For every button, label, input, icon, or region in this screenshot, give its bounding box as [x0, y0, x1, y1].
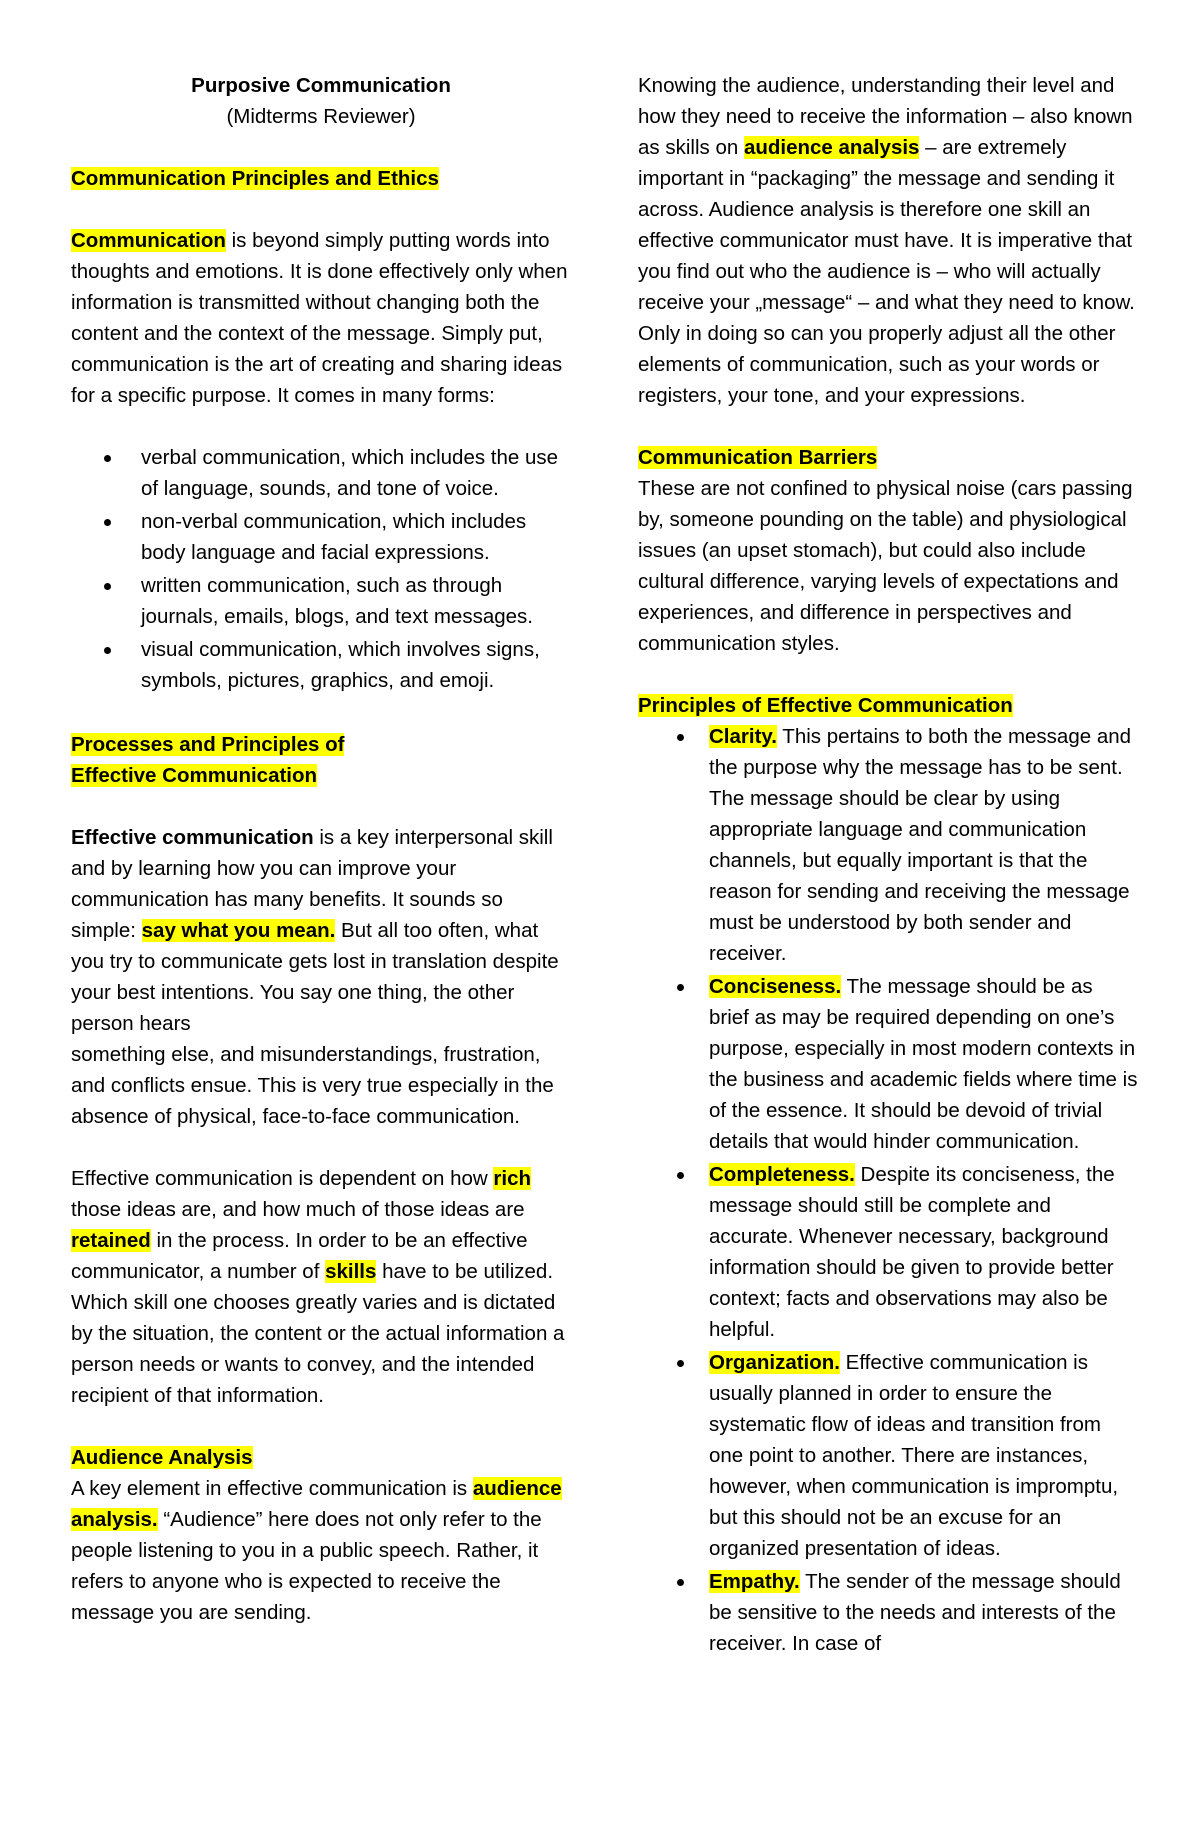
principles-list — [638, 721, 1138, 1659]
bullet-icon — [677, 984, 684, 991]
heading-audience-analysis: Audience Analysis — [71, 1446, 253, 1469]
bullet-icon — [677, 1579, 684, 1586]
effective-communication-paragraph: Effective communication is a key interpersonal skill and by learning how you can improve your communication has many benefits. It sounds so simple: say what you mean. But all too often, what you try to communicate gets lost in translation despite your best intentions. You say one thing, the other person hears something else, and misunderstandings, frustration, and conflicts ensue. This is very true especially in the absence of physical, face-to-face communication. — [71, 826, 559, 1128]
list-item: Completeness. Despite its conciseness, the message should still be complete and accurate. Whenever necessary, background information should be given to provide better context; facts and observations may also be helpful. — [638, 1159, 1138, 1345]
dependency-paragraph: Effective communication is dependent on how rich those ideas are, and how much of those ideas are retained in the process. In order to be an effective communicator, a number of skills have to be utilized. Which skill one chooses greatly varies and is dictated by the situation, the content or the actual information a person needs or wants to convey, and the intended recipient of that information. — [71, 1167, 565, 1407]
bullet-icon — [104, 519, 111, 526]
heading-communication-barriers: Communication Barriers — [638, 446, 878, 469]
document-subtitle: (Midterms Reviewer) — [226, 105, 416, 128]
list-item: Empathy. The sender of the message should be sensitive to the needs and interests of the receiver. In case of — [638, 1566, 1138, 1659]
term-communication: Communication — [71, 229, 226, 252]
right-column — [638, 70, 1138, 1661]
list-item: visual communication, which involves signs, symbols, pictures, graphics, and emoji. — [71, 634, 571, 696]
audience-paragraph: A key element in effective communication is audience analysis. “Audience” here does not only refer to the people listening to you in a public speech. Rather, it refers to anyone who is expected to receive the message you are sending. — [71, 1477, 562, 1624]
bullet-icon — [677, 734, 684, 741]
heading-principles-ethics: Communication Principles and Ethics — [71, 167, 439, 190]
bullet-icon — [677, 1172, 684, 1179]
heading-processes: Processes and Principles of Effective Communication — [71, 733, 345, 787]
bullet-icon — [104, 583, 111, 590]
bullet-icon — [104, 647, 111, 654]
document-title: Purposive Communication — [191, 74, 451, 97]
barriers-paragraph: These are not confined to physical noise (cars passing by, someone pounding on the table) and physiological issues (an upset stomach), but could also include cultural difference, varying levels of expectations and experiences, and difference in perspectives and communication styles. — [638, 477, 1133, 655]
heading-principles-effective: Principles of Effective Communication — [638, 694, 1013, 717]
list-item: written communication, such as through journals, emails, blogs, and text messages. — [71, 570, 571, 632]
list-item: Organization. Effective communication is usually planned in order to ensure the systematic flow of ideas and transition from one point to another. There are instances, however, when communication is impromptu, but this should not be an excuse for an organized presentation of ideas. — [638, 1347, 1138, 1564]
communication-paragraph: Communication is beyond simply putting words into thoughts and emotions. It is done effectively only when information is transmitted without changing both the content and the context of the message. Simply put, communication is the art of creating and sharing ideas for a specific purpose. It comes in many forms: — [71, 229, 568, 407]
term-effective-communication: Effective communication — [71, 826, 314, 849]
list-item: Conciseness. The message should be as brief as may be required depending on one’s purpose, especially in most modern contexts in the business and academic fields where time is of the essence. It should be devoid of trivial details that would hinder communication. — [638, 971, 1138, 1157]
knowing-audience-paragraph: Knowing the audience, understanding their level and how they need to receive the information – also known as skills on audience analysis – are extremely important in “packaging” the message and sending it across. Audience analysis is therefore one skill an effective communicator must have. It is imperative that you find out who the audience is – who will actually receive your „message“ – and what they need to know. Only in doing so can you properly adjust all the other elements of communication, such as your words or registers, your tone, and your expressions. — [638, 74, 1135, 407]
bullet-icon — [677, 1360, 684, 1367]
list-item: non-verbal communication, which includes body language and facial expressions. — [71, 506, 571, 568]
bullet-icon — [104, 455, 111, 462]
left-column — [71, 70, 571, 1628]
list-item: Clarity. This pertains to both the message and the purpose why the message has to be sent. The message should be clear by using appropriate language and communication channels, but equally important is that the reason for sending and receiving the message must be understood by both sender and receiver. — [638, 721, 1138, 969]
list-item: verbal communication, which includes the use of language, sounds, and tone of voice. — [71, 442, 571, 504]
forms-list — [71, 442, 571, 696]
